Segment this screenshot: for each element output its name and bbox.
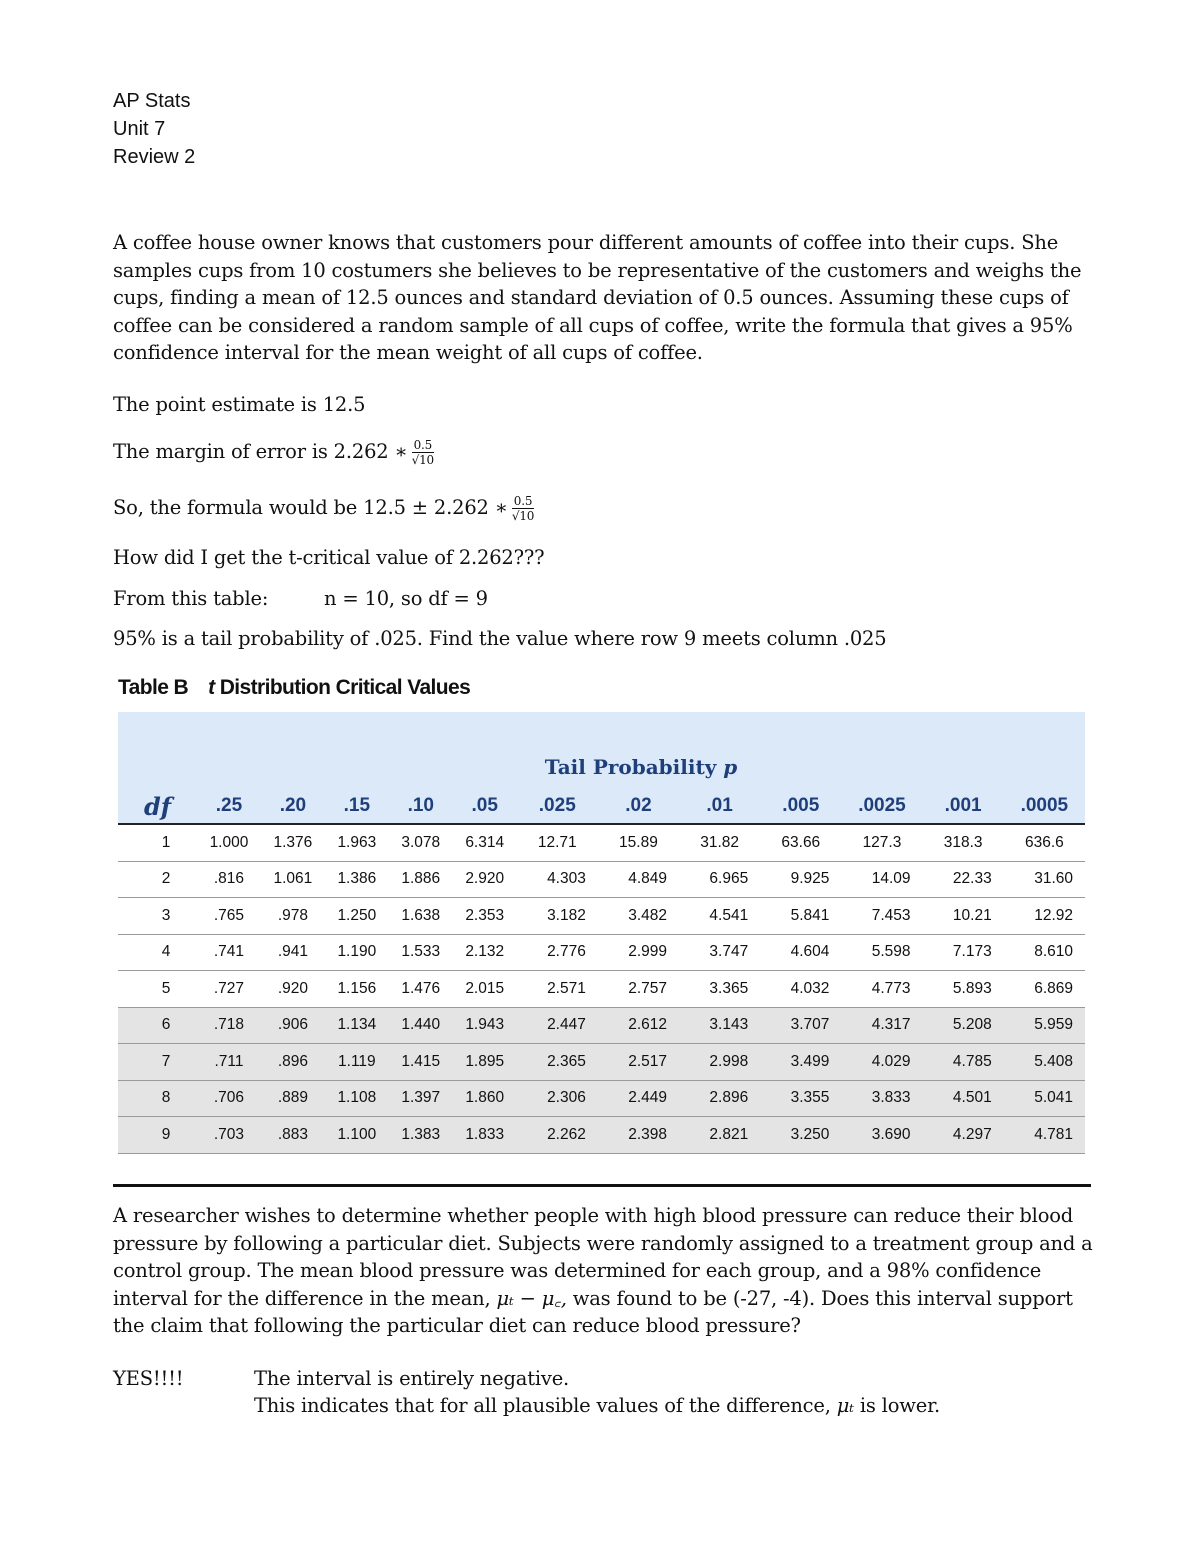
course-title: AP Stats	[113, 90, 191, 112]
table-cell: 3.707	[760, 1007, 841, 1044]
table-cell: .711	[197, 1044, 261, 1081]
table-cell: 5.893	[923, 971, 1004, 1008]
tail-probability-note: 95% is a tail probability of .025. Find the value where row 9 meets column .025	[113, 627, 887, 650]
table-cell: 1.190	[325, 934, 389, 971]
table-cell: 1.397	[389, 1080, 453, 1117]
df-cell: 1	[118, 824, 197, 861]
table-cell: 12.92	[1004, 898, 1085, 935]
point-estimate: The point estimate is 12.5	[113, 393, 366, 416]
table-cell: 1.134	[325, 1007, 389, 1044]
table-cell: 4.541	[679, 898, 760, 935]
mu-t: μₜ	[836, 1394, 854, 1417]
table-cell: 2.896	[679, 1080, 760, 1117]
table-row	[118, 861, 1085, 898]
formula-line	[113, 494, 534, 523]
table-title-t: t	[208, 676, 215, 699]
table-cell: 8.610	[1004, 934, 1085, 971]
from-table-label: From this table:	[113, 587, 269, 610]
column-header: .02	[598, 789, 679, 824]
table-row	[118, 1117, 1085, 1154]
table-cell: 9.925	[760, 861, 841, 898]
table-cell: 1.638	[389, 898, 453, 935]
table-cell: .920	[261, 971, 325, 1008]
table-cell: 1.415	[389, 1044, 453, 1081]
table-cell: 5.208	[923, 1007, 1004, 1044]
table-cell: 5.041	[1004, 1080, 1085, 1117]
table-cell: 2.571	[517, 971, 598, 1008]
table-cell: 6.314	[453, 824, 517, 861]
df-cell: 2	[118, 861, 197, 898]
formula-label: So, the formula would be	[113, 496, 364, 519]
margin-expression: 2.262 ∗	[333, 440, 408, 463]
table-cell: 3.250	[760, 1117, 841, 1154]
table-cell: 3.482	[598, 898, 679, 935]
table-cell: 2.306	[517, 1080, 598, 1117]
table-cell: 1.119	[325, 1044, 389, 1081]
from-table-line	[113, 586, 488, 612]
table-row	[118, 1044, 1085, 1081]
tail-probability-label: Tail Probability	[544, 755, 724, 779]
table-cell: 5.959	[1004, 1007, 1085, 1044]
table-cell: 3.355	[760, 1080, 841, 1117]
table-cell: 31.60	[1004, 861, 1085, 898]
table-cell: 5.598	[841, 934, 922, 971]
table-row	[118, 824, 1085, 861]
column-header: .20	[261, 789, 325, 824]
df-cell: 7	[118, 1044, 197, 1081]
table-cell: 127.3	[841, 824, 922, 861]
table-cell: .941	[261, 934, 325, 971]
table-cell: 4.317	[841, 1007, 922, 1044]
table-cell: 1.376	[261, 824, 325, 861]
table-cell: .706	[197, 1080, 261, 1117]
column-header: .10	[389, 789, 453, 824]
table-cell: 4.297	[923, 1117, 1004, 1154]
tail-probability-header	[197, 712, 1085, 789]
table-cell: 14.09	[841, 861, 922, 898]
tail-probability-p: p	[723, 755, 738, 779]
table-cell: 4.501	[923, 1080, 1004, 1117]
table-cell: 2.998	[679, 1044, 760, 1081]
table-cell: 1.156	[325, 971, 389, 1008]
table-cell: .727	[197, 971, 261, 1008]
table-cell: 3.747	[679, 934, 760, 971]
reason-2-a: This indicates that for all plausible values of the difference,	[254, 1394, 837, 1417]
formula-fraction	[512, 494, 534, 523]
table-cell: 1.886	[389, 861, 453, 898]
fraction-numerator: 0.5	[413, 438, 433, 452]
table-row	[118, 1007, 1085, 1044]
table-cell: 2.920	[453, 861, 517, 898]
table-cell: 1.383	[389, 1117, 453, 1154]
margin-label: The margin of error is	[113, 440, 334, 463]
table-cell: 3.690	[841, 1117, 922, 1154]
reason-2-b: is lower.	[853, 1394, 941, 1417]
column-header: .0005	[1004, 789, 1085, 824]
df-header: df	[118, 789, 197, 824]
table-cell: 3.833	[841, 1080, 922, 1117]
table-cell: 6.869	[1004, 971, 1085, 1008]
table-cell: .741	[197, 934, 261, 971]
column-header: .005	[760, 789, 841, 824]
table-cell: 636.6	[1004, 824, 1085, 861]
table-cell: 4.849	[598, 861, 679, 898]
column-header: .025	[517, 789, 598, 824]
table-cell: .889	[261, 1080, 325, 1117]
table-cell: 3.143	[679, 1007, 760, 1044]
column-header: .0025	[841, 789, 922, 824]
table-cell: 7.453	[841, 898, 922, 935]
table-cell: 2.365	[517, 1044, 598, 1081]
table-cell: 1.100	[325, 1117, 389, 1154]
table-cell: 10.21	[923, 898, 1004, 935]
table-cell: 7.173	[923, 934, 1004, 971]
table-cell: 1.476	[389, 971, 453, 1008]
table-row	[118, 934, 1085, 971]
table-cell: 4.029	[841, 1044, 922, 1081]
df-cell: 4	[118, 934, 197, 971]
table-cell: 2.612	[598, 1007, 679, 1044]
table-cell: 2.398	[598, 1117, 679, 1154]
review-label: Review 2	[113, 146, 196, 168]
document-header	[113, 87, 195, 171]
column-header: .05	[453, 789, 517, 824]
table-row	[118, 1080, 1085, 1117]
table-row	[118, 971, 1085, 1008]
table-cell: 4.303	[517, 861, 598, 898]
table-cell: 1.061	[261, 861, 325, 898]
table-cell: .765	[197, 898, 261, 935]
column-header: .001	[923, 789, 1004, 824]
table-cell: .816	[197, 861, 261, 898]
table-cell: 2.821	[679, 1117, 760, 1154]
table-cell: 4.781	[1004, 1117, 1085, 1154]
table-cell: 318.3	[923, 824, 1004, 861]
table-cell: 4.773	[841, 971, 922, 1008]
formula-expression: 12.5 ± 2.262 ∗	[363, 496, 508, 519]
table-row	[118, 898, 1085, 935]
table-cell: 1.000	[197, 824, 261, 861]
fraction-numerator: 0.5	[513, 494, 533, 508]
table-cell: 2.447	[517, 1007, 598, 1044]
reason-1: The interval is entirely negative.	[254, 1367, 570, 1390]
table-cell: 12.71	[517, 824, 598, 861]
table-cell: 2.132	[453, 934, 517, 971]
margin-fraction	[412, 438, 434, 467]
table-cell: 1.833	[453, 1117, 517, 1154]
table-cell: 1.963	[325, 824, 389, 861]
fraction-denominator: √10	[411, 453, 434, 467]
table-title-text: Distribution Critical Values	[214, 676, 471, 699]
table-cell: 5.408	[1004, 1044, 1085, 1081]
table-cell: 2.776	[517, 934, 598, 971]
df-cell: 5	[118, 971, 197, 1008]
reason-2	[254, 1393, 940, 1419]
table-cell: 1.440	[389, 1007, 453, 1044]
table-cell: 2.353	[453, 898, 517, 935]
table-body	[118, 824, 1085, 1153]
table-cell: 4.032	[760, 971, 841, 1008]
df-cell: 6	[118, 1007, 197, 1044]
table-cell: 4.604	[760, 934, 841, 971]
column-header: .25	[197, 789, 261, 824]
table-cell: .906	[261, 1007, 325, 1044]
table-cell: 3.078	[389, 824, 453, 861]
mu-difference: μₜ − μ꜀,	[496, 1286, 567, 1310]
table-cell: 2.015	[453, 971, 517, 1008]
df-cell: 8	[118, 1080, 197, 1117]
table-cell: 2.262	[517, 1117, 598, 1154]
table-cell: .883	[261, 1117, 325, 1154]
df-note: n = 10, so df = 9	[324, 587, 488, 610]
table-cell: 22.33	[923, 861, 1004, 898]
table-cell: 2.757	[598, 971, 679, 1008]
table-cell: .703	[197, 1117, 261, 1154]
table-cell: 15.89	[598, 824, 679, 861]
df-cell: 9	[118, 1117, 197, 1154]
table-cell: 1.533	[389, 934, 453, 971]
column-header: .15	[325, 789, 389, 824]
column-header-row	[118, 789, 1085, 824]
table-cell: 3.365	[679, 971, 760, 1008]
table-cell: 2.517	[598, 1044, 679, 1081]
table-cell: 1.250	[325, 898, 389, 935]
table-cell: .978	[261, 898, 325, 935]
table-cell: 1.943	[453, 1007, 517, 1044]
table-cell: 5.841	[760, 898, 841, 935]
table-cell: 6.965	[679, 861, 760, 898]
fraction-denominator: √10	[511, 509, 535, 523]
table-cell: 2.999	[598, 934, 679, 971]
table-cell: 1.860	[453, 1080, 517, 1117]
answer: YES!!!!	[113, 1367, 184, 1390]
table-cell: 2.449	[598, 1080, 679, 1117]
answer-line	[113, 1366, 569, 1392]
problem2-text	[113, 1202, 1098, 1340]
table-header-spacer	[118, 712, 197, 789]
table-cell: 1.108	[325, 1080, 389, 1117]
t-distribution-table	[118, 712, 1085, 1154]
unit-label: Unit 7	[113, 118, 166, 140]
column-header: .01	[679, 789, 760, 824]
margin-of-error	[113, 438, 434, 467]
table-cell: .896	[261, 1044, 325, 1081]
problem1-text: A coffee house owner knows that customers pour different amounts of coffee into their cups. She samples cups from 10 costumers she believes to be representative of the customers and weighs the cups, finding a mean of 12.5 ounces and standard deviation of 0.5 ounces. Assuming these cups of coffee can be considered a random sample of all cups of coffee, write the formula that gives a 95% confidence interval for the mean weight of all cups of coffee.	[113, 231, 1082, 364]
df-cell: 3	[118, 898, 197, 935]
table-cell: 63.66	[760, 824, 841, 861]
table-cell: 1.386	[325, 861, 389, 898]
table-cell: 4.785	[923, 1044, 1004, 1081]
table-label: Table B	[118, 676, 189, 699]
section-divider	[113, 1184, 1091, 1187]
t-critical-question: How did I get the t-critical value of 2.262???	[113, 546, 545, 569]
table-cell: .718	[197, 1007, 261, 1044]
table-title	[118, 676, 470, 700]
table-cell: 1.895	[453, 1044, 517, 1081]
problem2-text-b: was found to be (-27, -4). Does this interval support the claim that following the particular diet can reduce blood pressure?	[113, 1286, 1073, 1337]
table-cell: 3.499	[760, 1044, 841, 1081]
problem2-text-a: A researcher wishes to determine whether people with high blood pressure can reduce their blood pressure by following a particular diet. Subjects were randomly assigned to a treatment group and a control group. The mean blood pressure was determined for each group, and a 98% confidence interval for the difference in the mean,	[113, 1204, 1093, 1310]
table-cell: 3.182	[517, 898, 598, 935]
table-cell: 31.82	[679, 824, 760, 861]
